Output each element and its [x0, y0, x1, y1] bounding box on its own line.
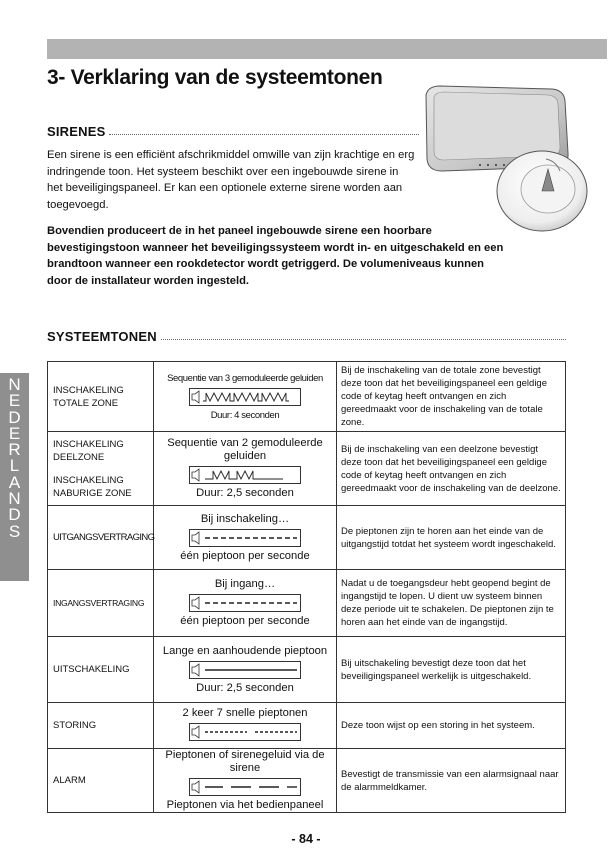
tone-pattern-label: Sequentie van 2 gemoduleerde geluiden	[167, 437, 323, 462]
tone-pattern-cell	[154, 749, 337, 813]
tab-letter: N	[8, 489, 21, 509]
tone-name: INGANGSVERTRAGING	[53, 597, 145, 608]
header-bar	[47, 39, 607, 59]
tone-pattern-label: 2 keer 7 snelle pieptonen	[182, 707, 308, 719]
sirenes-paragraph-2: Bovendien produceert de in het paneel ingebouwde sirene een hoorbare bevestigingstoon wanneer het beveiligingssysteem wordt in- en uitgeschakeld en een brandtoon wanneer een rookdetector wordt getriggerd. De volumeniveaus kunnen door de installateur worden ingesteld.	[47, 225, 504, 287]
tone-name: INSCHAKELING NABURIGE ZONE	[53, 474, 132, 499]
table-row	[48, 362, 566, 432]
table-row	[48, 703, 566, 749]
tone-name-cell	[48, 570, 154, 637]
tone-name: UITSCHAKELING	[53, 664, 130, 675]
tone-description: De pieptonen zijn te horen aan het einde van de uitgangstijd totdat het systeem wordt ingeschakeld.	[337, 506, 566, 570]
speaker-waveform-icon	[189, 466, 301, 484]
page-title: 3- Verklaring van de systeemtonen	[47, 66, 383, 89]
tone-duration: Duur: 4 seconden	[210, 409, 280, 421]
security-panel-illustration	[420, 83, 590, 233]
table-row	[48, 432, 566, 506]
tone-name: UITGANGSVERTRAGING	[53, 532, 155, 543]
tab-letter: L	[9, 456, 20, 476]
tone-description: Nadat u de toegangsdeur hebt geopend begint de ingangstijd te lopen. U dient uw systeem binnen deze periode uit te schakelen. De pieptonen zijn te horen aan het einde van de ingangstijd.	[337, 570, 566, 637]
tab-letter: E	[8, 423, 21, 443]
speaker-waveform-icon	[189, 594, 301, 612]
speaker-waveform-icon	[189, 529, 301, 547]
tone-note: Pieptonen via het bedienpaneel	[166, 799, 324, 811]
tone-pattern-label: Sequentie van 3 gemoduleerde geluiden	[167, 372, 323, 384]
speaker-waveform-icon	[189, 778, 301, 796]
tab-letter: A	[8, 472, 21, 492]
tone-name: STORING	[53, 720, 97, 731]
table-row	[48, 637, 566, 703]
tab-letter: S	[8, 521, 21, 541]
tone-name-cell	[48, 703, 154, 749]
tone-description: Deze toon wijst op een storing in het systeem.	[337, 703, 566, 749]
tone-description: Bij uitschakeling bevestigt deze toon dat het beveiligingspaneel werkelijk is uitgeschakeld.	[337, 637, 566, 703]
tone-description: Bevestigt de transmissie van een alarmsignaal naar de alarmmeldkamer.	[337, 749, 566, 813]
tone-pattern-cell	[154, 637, 337, 703]
tab-letter: D	[8, 407, 21, 427]
dotted-leader	[161, 339, 566, 340]
tone-name: ALARM	[53, 775, 86, 786]
tone-duration: Duur: 2,5 seconden	[196, 487, 294, 499]
speaker-waveform-icon	[189, 723, 301, 741]
tone-name-cell	[48, 506, 154, 570]
sirenes-heading-text: SIRENES	[47, 124, 106, 139]
tone-pattern-label: Pieptonen of sirenegeluid via de sirene	[165, 749, 325, 774]
tone-name-cell	[48, 362, 154, 432]
dotted-leader	[109, 134, 419, 135]
tone-name: INSCHAKELING DEELZONE	[53, 438, 124, 463]
tone-name-cell	[48, 637, 154, 703]
tone-name-cell	[48, 749, 154, 813]
tone-pattern-cell	[154, 432, 337, 506]
table-row	[48, 749, 566, 813]
section-heading-systeemtonen	[47, 326, 566, 344]
tone-description: Bij de inschakeling van de totale zone bevestigt deze toon dat het beveiligingspaneel een geldige code of keytag heeft ontvangen en zich gereedmaakt voor de inschakeling van de totale zone.	[337, 362, 566, 432]
tone-name-cell	[48, 432, 154, 506]
tone-duration: Duur: 2,5 seconden	[196, 681, 294, 694]
page-number: - 84 -	[291, 832, 321, 846]
speaker-waveform-icon	[189, 388, 301, 406]
tone-duration: één pieptoon per seconde	[180, 615, 310, 627]
sirenes-paragraph-1: Een sirene is een efficiënt afschrikmiddel omwille van zijn krachtige en erg indringende toon. Het systeem beschikt over een ingebouwde sirene in het beveiligingspaneel. Er kan een optionele externe sirene worden aan toegevoegd.	[47, 149, 415, 211]
tone-pattern-label: Lange en aanhoudende pieptoon	[162, 644, 328, 657]
tone-pattern-cell	[154, 703, 337, 749]
table-row	[48, 506, 566, 570]
speaker-waveform-icon	[189, 661, 301, 679]
tone-pattern-label: Bij ingang…	[214, 578, 276, 590]
tone-duration: één pieptoon per seconde	[180, 549, 310, 562]
tab-letter: R	[8, 440, 21, 460]
tone-pattern-cell	[154, 570, 337, 637]
tone-pattern-cell	[154, 362, 337, 432]
tab-letter: E	[8, 391, 21, 411]
system-tones-table	[47, 361, 566, 813]
tone-name: INSCHAKELING TOTALE ZONE	[53, 384, 124, 409]
section-heading-sirenes	[47, 121, 419, 139]
table-row	[48, 570, 566, 637]
systeemtonen-heading-text: SYSTEEMTONEN	[47, 329, 157, 344]
tab-letter: D	[8, 505, 21, 525]
language-tab	[0, 373, 29, 581]
tab-letter: N	[8, 375, 21, 394]
tone-description: Bij de inschakeling van een deelzone bevestigt deze toon dat het beveiligingspaneel een geldige code of keytag heeft ontvangen en zich gereedmaakt voor de inschakeling van de deelzone.	[337, 432, 566, 506]
tone-pattern-label: Bij inschakeling…	[200, 512, 290, 525]
tone-pattern-cell	[154, 506, 337, 570]
